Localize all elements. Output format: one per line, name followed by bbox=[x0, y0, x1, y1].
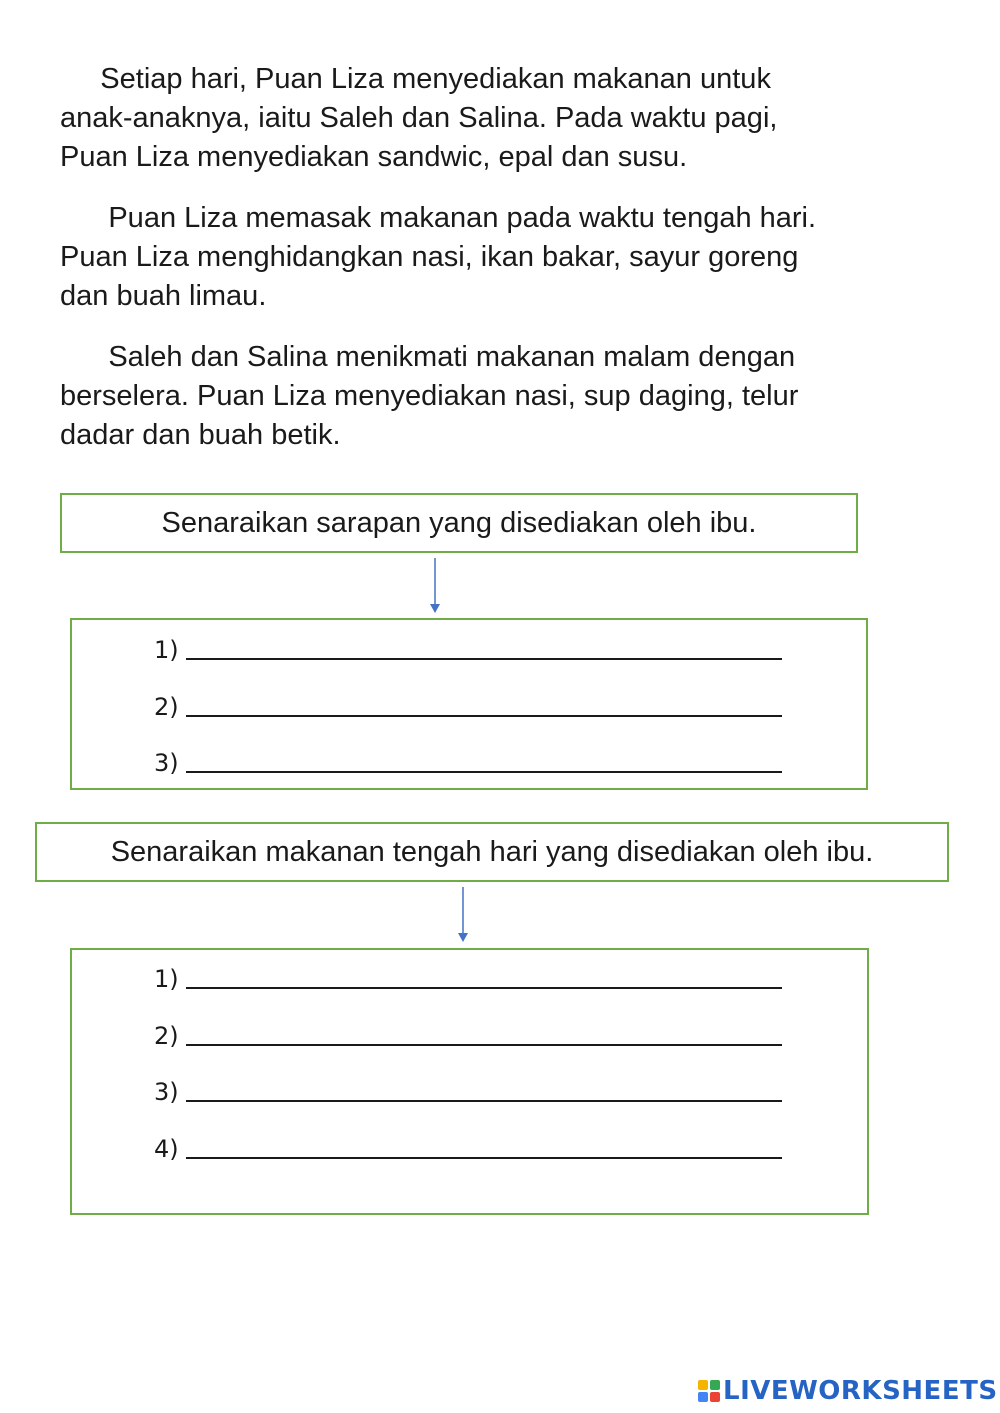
arrow-down-icon bbox=[429, 558, 441, 614]
paragraph-line: Puan Liza menyediakan sandwic, epal dan susu. bbox=[60, 141, 688, 173]
answer-row bbox=[154, 636, 782, 664]
logo-text: LIVEWORKSHEETS bbox=[723, 1376, 998, 1406]
question-1-prompt: Senaraikan sarapan yang disediakan oleh ibu. bbox=[161, 506, 757, 539]
answer-blank[interactable] bbox=[186, 1100, 782, 1102]
paragraph-line: berselera. Puan Liza menyediakan nasi, sup daging, telur bbox=[60, 380, 799, 412]
logo-icon bbox=[698, 1380, 720, 1402]
answer-row bbox=[154, 693, 782, 721]
answer-number: 3) bbox=[154, 749, 179, 777]
question-2-answer-box bbox=[70, 948, 869, 1215]
answer-blank[interactable] bbox=[186, 987, 782, 989]
paragraph-line: anak-anaknya, iaitu Saleh dan Salina. Pada waktu pagi, bbox=[60, 102, 778, 134]
answer-row bbox=[154, 749, 782, 777]
answer-blank[interactable] bbox=[186, 658, 782, 660]
question-1-prompt-box bbox=[60, 493, 858, 553]
answer-blank[interactable] bbox=[186, 1044, 782, 1046]
paragraph-line: Puan Liza memasak makanan pada waktu tengah hari. bbox=[60, 202, 817, 234]
paragraph-line: dadar dan buah betik. bbox=[60, 419, 341, 451]
paragraph-3 bbox=[60, 338, 960, 455]
answer-row bbox=[154, 1022, 782, 1050]
question-2-prompt: Senaraikan makanan tengah hari yang disediakan oleh ibu. bbox=[110, 835, 874, 868]
question-2-prompt-box bbox=[35, 822, 949, 882]
paragraph-line: Setiap hari, Puan Liza menyediakan makanan untuk bbox=[60, 63, 771, 95]
paragraph-line: dan buah limau. bbox=[60, 280, 267, 312]
arrow-down-icon bbox=[457, 887, 469, 943]
question-1-answer-box bbox=[70, 618, 868, 790]
answer-number: 1) bbox=[154, 965, 179, 993]
answer-number: 1) bbox=[154, 636, 179, 664]
answer-number: 2) bbox=[154, 693, 179, 721]
answer-row bbox=[154, 965, 782, 993]
answer-number: 2) bbox=[154, 1022, 179, 1050]
answer-blank[interactable] bbox=[186, 1157, 782, 1159]
paragraph-line: Puan Liza menghidangkan nasi, ikan bakar, sayur goreng bbox=[60, 241, 799, 273]
paragraph-1 bbox=[60, 60, 960, 177]
answer-blank[interactable] bbox=[186, 715, 782, 717]
paragraph-2 bbox=[60, 199, 960, 316]
paragraph-line: Saleh dan Salina menikmati makanan malam dengan bbox=[60, 341, 796, 373]
answer-number: 4) bbox=[154, 1135, 179, 1163]
answer-row bbox=[154, 1078, 782, 1106]
answer-blank[interactable] bbox=[186, 771, 782, 773]
answer-row bbox=[154, 1135, 782, 1163]
answer-number: 3) bbox=[154, 1078, 179, 1106]
liveworksheets-logo bbox=[698, 1376, 998, 1406]
